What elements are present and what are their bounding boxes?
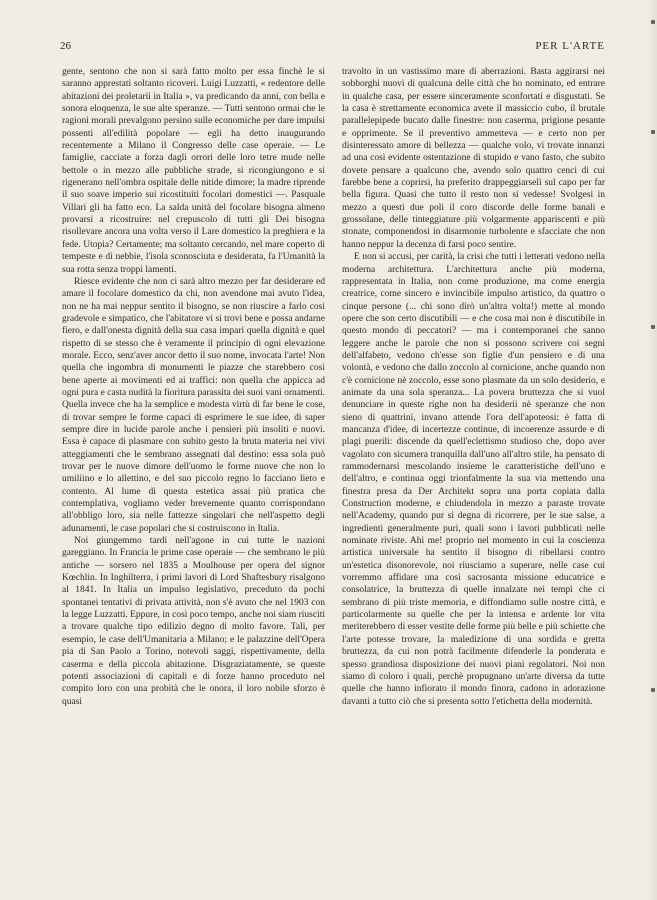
edge-mark [651, 20, 655, 24]
right-column [342, 66, 605, 708]
running-head: PER L'ARTE [535, 40, 605, 52]
left-paragraph-3: Noi giungemmo tardi nell'agone in cui tutte le nazioni gareggiano. In Francia le prime case operaie — che sembrano le più antiche — sorsero nel 1835 a Moulhouse per opera del signor Kœchlin. In Inghilterra, i primi lavori di Lord Shaftesbury risalgono al 1841. In Italia un impulso legislativo, preceduto da pochi spontanei tentativi di privata attività, non s'è avuto che nel 1903 con la legge Luzzatti. Eppure, in così poco tempo, anche noi siam riusciti a trovare qualche tipo edilizio degno di molto favore. Tali, per esempio, le case dell'Umanitaria a Milano; e le palazzine dell'Opera pia di San Paolo a Torino, notevoli saggi, rispettivamente, della caserma e della piccola abitazione. Disgraziatamente, se queste potenti associazioni di capitali e di forze hanno proceduto nel compito loro con una probità che le onora, il loro nobile sforzo è quasi [62, 536, 325, 707]
left-paragraph-2: Riesce evidente che non ci sarà altro mezzo per far desiderare ed amare il focolare domestico da chi, non avendone mai avuto l'idea, non ne ha mai neppur sentito il bisogno, se non riuscire a farlo così gradevole e simpatico, che l'abitatore vi si trovi bene e possa andarne fiero, e dall'onesta dignità della sua casa impari quella dignità e quel rispetto di se stesso che è veramente il principio di ogni elevazione morale. Ecco, senz'aver ancor detto il suo nome, invocata l'arte! Non quella che ingombra di monumenti le piazze che starebbero così bene aperte ai movimenti ed ai traffici: non quella che appicca ad ogni pura e casta nudità la fioritura parassita dei suoi vani ornamenti. Quella invece che ha la semplice e modesta virtù di far bene le cose, di trovar sempre le forme capaci di esprimere le sue idee, di saper sempre dire in lucide parole anche i pensieri più insoliti e nuovi. Essa è capace di plasmare con subito gesto la bruta materia nei vivi atteggiamenti che le sembrano assegnati dal destino: essa sola può trovar per le nuove dimore dell'uomo le forme nuove che non lo umiliino e lo allettino, e del suo piccolo regno lo facciano lieto e contento. Al lume di questa estetica assai più pratica che contemplativa, vogliamo veder brevemente quanto corrispondano all'obbligo loro, sia nelle fattezze singolari che nell'aspetto degli adunamenti, le case popolari che si costruiscono in Italia. [62, 276, 325, 534]
page-header [60, 40, 605, 56]
page-number: 26 [60, 40, 71, 52]
right-paragraph-2: E non si accusi, per carità, la crisi che tutti i letterati vedono nella moderna architettura. L'architettura anche più moderna, rappresentata in Italia, non come produzione, ma come energia creatrice, come sincero e invincibile impulso artistico, da quattro o cinque persone (... chi sono dirò un'altra volta!) mette al mondo opere che son certo discutibili — e che cosa mai non è discutibile in questo mondo di peccatori? — ma i contemporanei che sanno leggere anche le parole che non si possono scrivere coi segni dell'alfabeto, vedono ch'esse son figlie d'un pensiero e di una volontà, e vedono che dallo zoccolo al cornicione, anche quando non c'è cornicione nè zoccolo, esse sono plasmate da un solo desiderio, e animate da una sola speranza... La povera bruttezza che si vuol denunciare in queste righe non ha desiderii nè speranze che non sieno di quattrini, invano attende l'ora dell'apoteosi: è fatta di mancanza d'idee, di incertezze continue, di incoerenze assurde e di plagi puerili: discende da quell'eclettismo studioso che, dopo aver vagolato con sicumera tranquilla dall'uno all'altro stile, ha pensato di rammodernarsi mescolando insieme le caratteristiche dell'uno e dell'altro, e continua oggi trionfalmente la sua via mettendo una finestra presa da Der Architekt sopra una porta copiata dalla Construction moderne, e chiudendola in mezzo a paraste trovate nell'Academy, quando pur si degna di ricorrere, per le sue salse, a ingredienti generalmente puri, quali sono i lavori pubblicati nelle nominate riviste. Ahi me! proprio nel momento in cui la coscienza artistica universale ha sentito il bisogno di ribellarsi contro un'estetica disonorevole, noi riusciamo a superare, nelle case cui vorremmo affidare una così sacrosanta missione educatrice e consolatrice, la bruttezza di quelle innalzate nei tempi che ci sembrano di più triste memoria, e diffondiamo sulle nostre città, e particolarmente su quelle che per la intensa e ardente lor vita meriterebbero di esser vestite delle forme più belle e più schiette che l'arte potesse trovare, la maledizione di una sordida e gretta bruttezza, da cui non potrà facilmente difenderle la ponderata e spesso grandiosa disposizione dei nuovi piani regolatori. Noi non siamo di coloro i quali, perchè propugnano un'arte diversa da tutte quelle che hanno infiorato il mondo finora, cadono in adorazione davanti a tutto ciò che si presenta sotto l'etichetta della modernità. [342, 252, 605, 707]
right-paragraph-1: travolto in un vastissimo mare di aberrazioni. Basta aggirarsi nei sobborghi nuovi di qualcuna delle città che ho nominato, ed entrare in qualche casa, per essere sinceramente sconfortati e disgustati. Se la casa è strettamente economica avete il massiccio cubo, il brutale parallelepipede bucato dalle finestre: non caserma, prigione pesante e opprimente. Se il preventivo ammetteva — e certo non per disinteressato amore di bellezza — qualche volo, vi trovate innanzi ad una così evidente ostentazione di stupido e vano fasto, che subito dovete pensare a qualcuno che, avendo solo quattro cenci di cui farebbe bene a coprirsi, ha preferito drappeggiarseli sul capo per far bella figura. Quasi che tutto il resto non si vedesse! Svolgesi in mezzo a questi due poli il coro discorde delle forme banali e grossolane, delle tinteggiature più volgarmente appariscenti e più stonate, componendosi in disarmonie turbolente e sfacciate che non hanno neppur la decenza di farsi poco sentire. [342, 67, 605, 250]
edge-mark [651, 130, 655, 134]
edge-mark [651, 325, 655, 329]
left-column [62, 66, 325, 708]
page-edge-marks [649, 0, 657, 900]
edge-mark [651, 688, 655, 692]
left-paragraph-1: gente, sentono che non si sarà fatto molto per essa finchè le si saranno apprestati soltanto ricoveri. Luigi Luzzatti, « redentore delle abitazioni dei proletarii in Italia », va predicando da anni, con bella e sonora eloquenza, le sue alte speranze. — Tutti sentono ormai che le ragioni morali prevalgono persino sulle economiche per dare impulsi possenti all'edilità popolare — egli ha detto inaugurando recentemente a Milano il Congresso delle case operaie. — Le famiglie, cacciate a forza dagli orrori delle loro tetre mude nelle bettole o in mezzo alle pubbliche strade, si ricongiungono e si rigenerano nell'ombra ospitale delle nitide dimore; la madre riprende il suo soave imperio sui ricostituiti focolari domestici —. Pasquale Villari gli ha fatto eco. La salda unità del focolare bisogna almeno provarsi a ricostruire: nel crepuscolo di tutti gli Dei bisogna risollevare ancora una volta verso il Lare domestico la preghiera e la fede. Utopia? Certamente; ma soltanto cercando, nel mare coperto di tempeste e di nebbie, l'isola sconosciuta e desiderata, fa l'Umanità la sua rotta senza troppi lamenti. [62, 67, 325, 275]
